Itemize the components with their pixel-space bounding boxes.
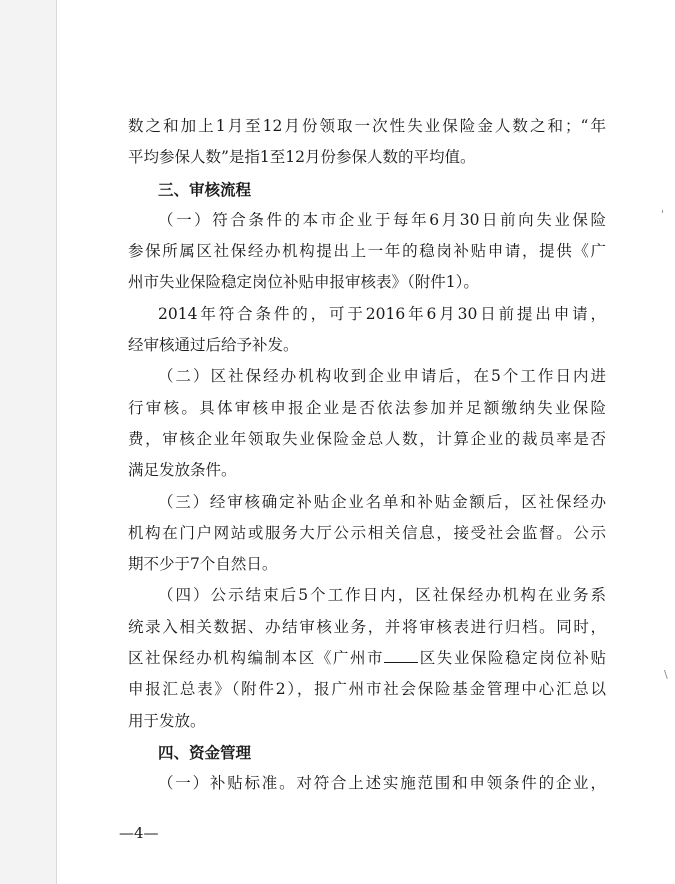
section-heading: 三、审核流程 [158, 179, 252, 199]
text-line: 数之和加上1月至12月份领取一次性失业保险金人数之和；“年 [128, 117, 606, 135]
paragraph-line: （一）补贴标准。对符合上述实施范围和申领条件的企业， [158, 774, 606, 793]
fill-in-blank [384, 648, 418, 663]
paragraph-line: 经审核通过后给予补发。 [128, 336, 299, 355]
text-fragment: 区失业保险稳定岗位补贴 [418, 649, 606, 668]
scan-mark: \ [664, 668, 668, 681]
paragraph-line: （二）区社保经办机构收到企业申请后，在5个工作日内进 [158, 367, 606, 386]
paragraph-line: 费，审核企业年领取失业保险金总人数，计算企业的裁员率是否 [128, 429, 606, 448]
paragraph-line: （一）符合条件的本市企业于每年6月30日前向失业保险 [158, 210, 606, 229]
paragraph-line: 机构在门户网站或服务大厅公示相关信息，接受社会监督。公示 [128, 523, 606, 542]
scan-mark: ' [661, 208, 665, 221]
paragraph-line: 统录入相关数据、办结审核业务，并将审核表进行归档。同时， [128, 617, 606, 636]
paragraph-line: 期不少于7个自然日。 [128, 555, 278, 574]
text-line: 平均参保人数”是指1至12月份参保人数的平均值。 [128, 148, 476, 167]
paragraph-line: 用于发放。 [128, 711, 206, 730]
text-fragment: 区社保经办机构编制本区《广州市 [128, 649, 385, 668]
page-number: —4— [119, 824, 159, 842]
paragraph-line: 参保所属区社保经办机构提出上一年的稳岗补贴申请，提供《广 [128, 242, 606, 261]
document-body [128, 111, 606, 800]
paragraph-line: 行审核。具体审核申报企业是否依法参加并足额缴纳失业保险 [128, 398, 606, 417]
paragraph-line: （三）经审核确定补贴企业名单和补贴金额后，区社保经办 [158, 492, 606, 511]
paragraph-line: （四）公示结束后5个工作日内，区社保经办机构在业务系 [158, 586, 606, 605]
section-heading: 四、资金管理 [158, 742, 252, 762]
paragraph-line: 满足发放条件。 [128, 461, 237, 480]
paragraph-line [128, 643, 606, 674]
paragraph-line: 州市失业保险稳定岗位补贴申报审核表》（附件1）。 [128, 273, 479, 292]
paragraph-line: 2014年符合条件的，可于2016年6月30日前提出申请， [158, 304, 606, 323]
paragraph-line: 申报汇总表》（附件2），报广州市社会保险基金管理中心汇总以 [128, 680, 606, 699]
